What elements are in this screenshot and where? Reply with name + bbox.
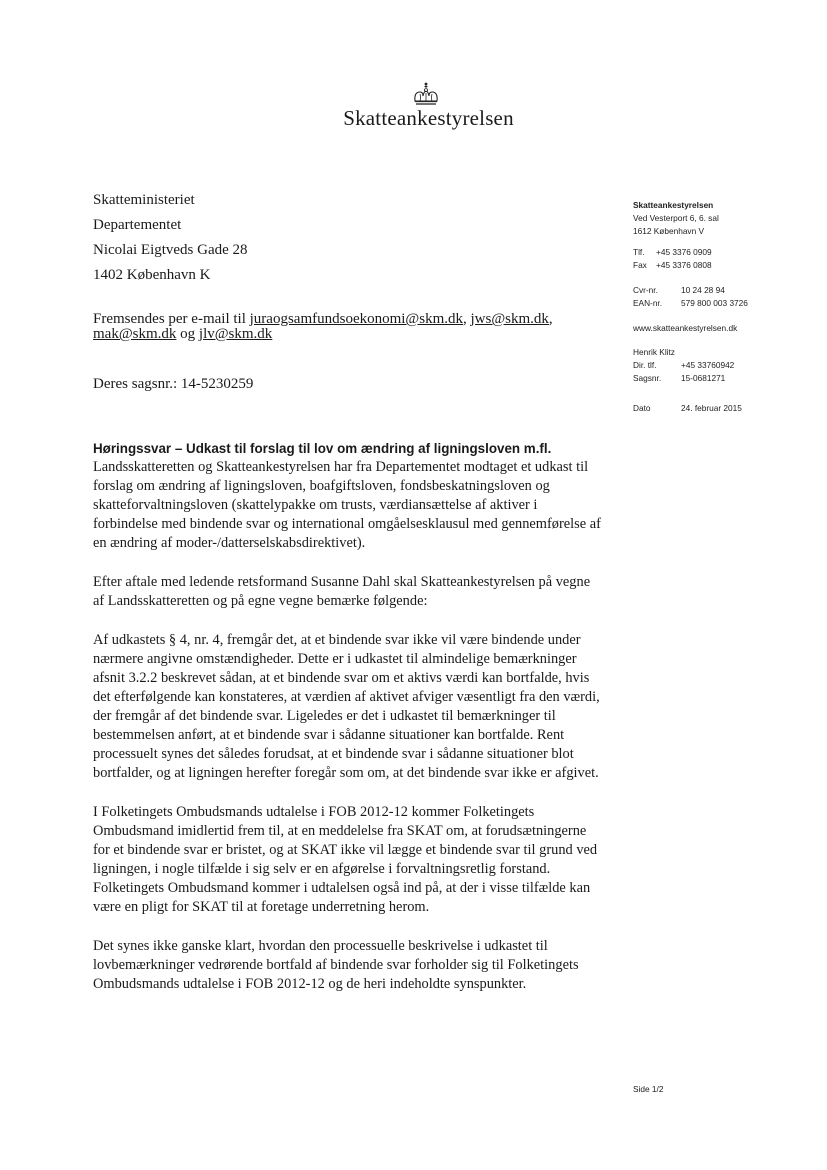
sender-fax <box>633 259 813 272</box>
recipient-address <box>93 188 248 288</box>
sender-address-line: Ved Vesterport 6, 6. sal <box>633 213 719 223</box>
email-link[interactable]: juraogsamfundsoekonomi@skm.dk <box>249 311 464 327</box>
ean-label: EAN-nr. <box>633 298 663 308</box>
email-link[interactable]: jws@skm.dk <box>470 311 549 327</box>
case-number-label: Sagsnr. <box>633 373 662 383</box>
cvr-value: 10 24 28 94 <box>681 285 725 295</box>
contact-name: Henrik Klitz <box>633 347 675 357</box>
separator: og <box>176 326 199 342</box>
direct-phone-label: Dir. tlf. <box>633 360 657 370</box>
phone-value: +45 3376 0909 <box>656 247 712 257</box>
crown-logo-icon <box>412 82 440 106</box>
body-paragraph: Landsskatteretten og Skatteankestyrelsen har fra Departementet modtaget et udkast til forslag om ændring af ligningsloven, boafgiftsloven, fondsbeskatningsloven og skatteforvaltningsloven (skattelypakke om trusts, værdiansættelse af aktiver i forbindelse med bindende svar og international omgåelsesklausul med gennemførelse af en ændring af moder-/datterselskabsdirektivet). <box>93 459 601 551</box>
sender-phone <box>633 246 813 259</box>
date-label: Dato <box>633 403 651 413</box>
sender-ean <box>633 297 813 310</box>
body-paragraph: Det synes ikke ganske klart, hvordan den processuelle beskrivelse i udkastet til lovbemærkninger vedrørende bortfald af bindende svar forholder sig til Folketingets Ombudsmands udtalelse i FOB 2012-12 og de heri indeholdte synspunkter. <box>93 938 579 992</box>
fax-value: +45 3376 0808 <box>656 260 712 270</box>
sender-website-link[interactable]: www.skatteankestyrelsen.dk <box>633 323 738 333</box>
organization-name: Skatteankestyrelsen <box>343 106 514 130</box>
body-paragraph: Af udkastets § 4, nr. 4, fremgår det, at et bindende svar ikke vil være bindende under nærmere angivne omstændigheder. Dette er i udkastet til almindelige bemærkninger afsnit 3.2.2 beskrevet sådan, at et bindende svar om et aktivs værdi kan bortfalde, hvis det efterfølgende kan konstateres, at værdien af aktivet afviger væsentligt fra den værdi, der fremgår af det bindende svar. Ligeledes er det i udkastet til bemærkninger til bestemmelsen anført, at et bindende svar i sådanne situationer kan bortfalde. Rent processuelt synes det således forudsat, at et bindende svar i sådanne situationer blot bortfalder, og at ligningen herefter foregår som om, at det bindende svar ikke er afgivet. <box>93 632 600 781</box>
separator: , <box>463 311 471 327</box>
email-link[interactable]: mak@skm.dk <box>93 326 177 342</box>
ean-value: 579 800 003 3726 <box>681 298 748 308</box>
date-value: 24. februar 2015 <box>681 403 742 413</box>
body-paragraph: I Folketingets Ombudsmands udtalelse i FOB 2012-12 kommer Folketingets Ombudsmand imidlertid frem til, at en meddelelse fra SKAT om, at forudsætningerne for et bindende svar er bristet, og at SKAT ikke vil lægge et bindende svar til grund ved ligningen, i nogle tilfælde i sig selv er en afgørelse i forvaltningsretlig forstand. Folketingets Ombudsmand kommer i udtalelsen også ind på, at der i visse tilfælde kan være en pligt for SKAT til at foretage underretning herom. <box>93 804 598 915</box>
sender-org: Skatteankestyrelsen <box>633 200 714 210</box>
body-paragraph: Efter aftale med ledende retsformand Susanne Dahl skal Skatteankestyrelsen på vegne af Landsskatteretten og på egne vegne bemærke følgende: <box>93 574 591 609</box>
letter-heading: Høringssvar – Udkast til forslag til lov om ændring af ligningsloven m.fl. <box>93 441 552 456</box>
recipient-line: 1402 København K <box>93 267 211 283</box>
direct-phone-value: +45 33760942 <box>681 360 735 370</box>
recipient-line: Nicolai Eigtveds Gade 28 <box>93 242 248 258</box>
recipient-line: Departementet <box>93 217 182 233</box>
send-note-prefix: Fremsendes per e-mail til <box>93 311 250 327</box>
contact-direct-phone <box>633 359 813 372</box>
letter-body <box>93 439 601 1014</box>
sender-info-sidebar <box>633 199 813 415</box>
email-link[interactable]: jlv@skm.dk <box>198 326 273 342</box>
sender-cvr <box>633 284 813 297</box>
sender-address-line: 1612 København V <box>633 226 705 236</box>
phone-label: Tlf. <box>633 247 645 257</box>
letter-date <box>633 402 813 415</box>
send-note <box>93 312 593 342</box>
case-number <box>633 372 813 385</box>
cvr-label: Cvr-nr. <box>633 285 658 295</box>
case-number-value: 15-0681271 <box>681 373 726 383</box>
recipient-line: Skatteministeriet <box>93 192 195 208</box>
reference-number: Deres sagsnr.: 14-5230259 <box>93 376 254 392</box>
separator: , <box>548 311 553 327</box>
page-number: Side 1/2 <box>633 1084 664 1094</box>
fax-label: Fax <box>633 260 647 270</box>
